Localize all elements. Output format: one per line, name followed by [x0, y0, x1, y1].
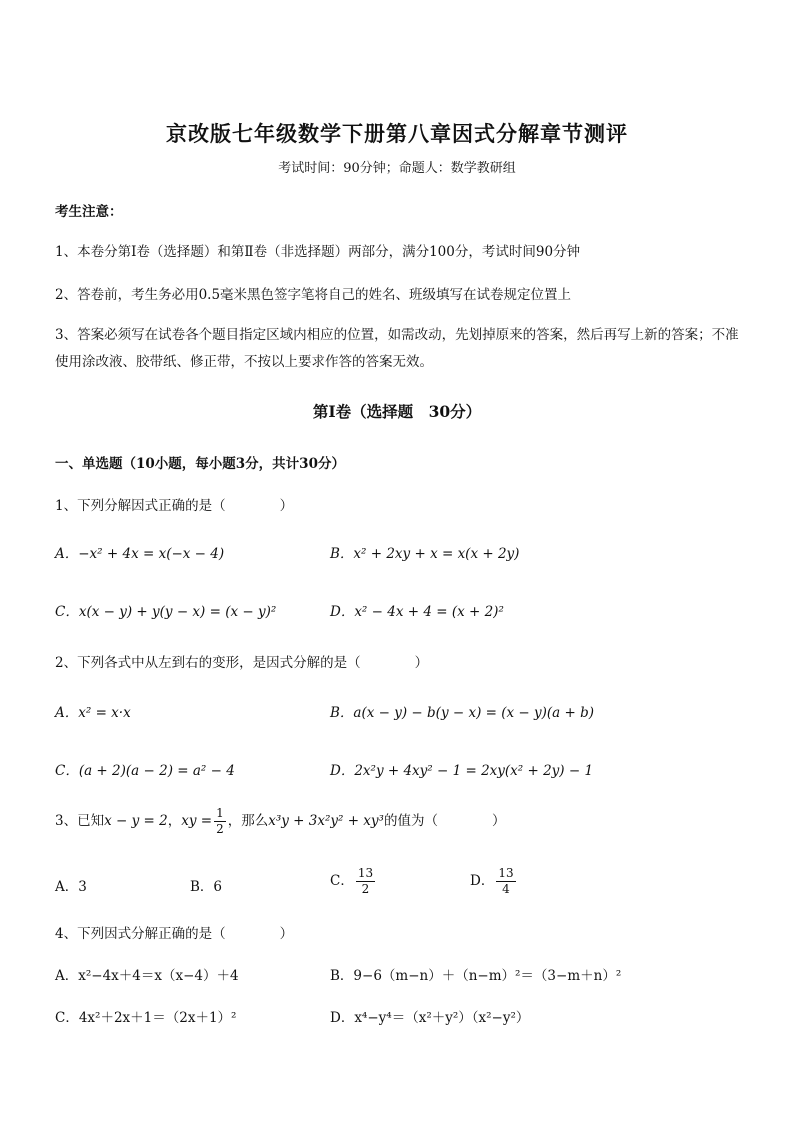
exam-info: 考试时间：90分钟；命题人：数学教研组 [278, 161, 516, 176]
part-heading: 一、单选题（10小题，每小题3分，共计30分） [55, 456, 345, 472]
question-2-option-b: B．a(x − y) − b(y − x) = (x − y)(a + b) [330, 705, 595, 721]
page-title: 京改版七年级数学下册第八章因式分解章节测评 [166, 121, 628, 146]
notice-item-2: 2、答卷前，考生务必用0.5毫米黑色签字笔将自己的姓名、班级填写在试卷规定位置上 [55, 287, 572, 303]
question-3-stem: 3、已知x − y = 2，xy = $\frac{1}{2}$ ，那么x³y + 3x²y² + xy³的值为（ ） [55, 806, 506, 836]
question-4-option-c: C．4x²＋2x＋1＝（2x＋1）² [55, 1010, 237, 1026]
question-1-option-c: C．x(x − y) + y(y − x) = (x − y)² [55, 604, 277, 620]
notice-heading: 考生注意： [55, 204, 123, 220]
question-3-option-a: A．3 [55, 879, 87, 895]
question-1-option-a: A．−x² + 4x = x(−x − 4) [55, 546, 225, 562]
question-1-option-d: D．x² − 4x + 4 = (x + 2)² [330, 604, 504, 620]
fraction: $\frac{1}{2}$ [216, 806, 224, 836]
question-2-option-c: C．(a + 2)(a − 2) = a² − 4 [55, 763, 235, 779]
question-4-option-a: A．x²−4x＋4＝x（x−4）＋4 [55, 968, 239, 984]
question-1-option-b: B．x² + 2xy + x = x(x + 2y) [330, 546, 520, 562]
question-2-stem: 2、下列各式中从左到右的变形，是因式分解的是（ ） [55, 655, 429, 671]
section-title: 第Ⅰ卷（选择题 30分） [312, 402, 482, 421]
question-3-option-c: C． $\frac{13}{2}$ [330, 866, 374, 896]
question-2-option-d: D．2x²y + 4xy² − 1 = 2xy(x² + 2y) − 1 [330, 763, 594, 779]
question-1-stem: 1、下列分解因式正确的是（ ） [55, 498, 294, 514]
question-4-option-d: D．x⁴−y⁴＝（x²＋y²）（x²−y²） [330, 1010, 530, 1026]
question-3-option-d: D． $\frac{13}{4}$ [470, 866, 514, 896]
notice-item-1: 1、本卷分第Ⅰ卷（选择题）和第Ⅱ卷（非选择题）两部分，满分100分，考试时间90分钟 [55, 244, 581, 260]
question-3-option-b: B．6 [190, 879, 223, 895]
question-4-option-b: B．9−6（m−n）＋（n−m）²＝（3−m＋n）² [330, 968, 622, 984]
question-4-stem: 4、下列因式分解正确的是（ ） [55, 926, 294, 942]
question-2-option-a: A．x² = x·x [55, 705, 131, 721]
notice-item-3: 3、答案必须写在试卷各个题目指定区域内相应的位置，如需改动，先划掉原来的答案，然后再写上新的答案；不准使用涂改液、胶带纸、修正带，不按以上要求作答的答案无效。 [55, 327, 739, 370]
